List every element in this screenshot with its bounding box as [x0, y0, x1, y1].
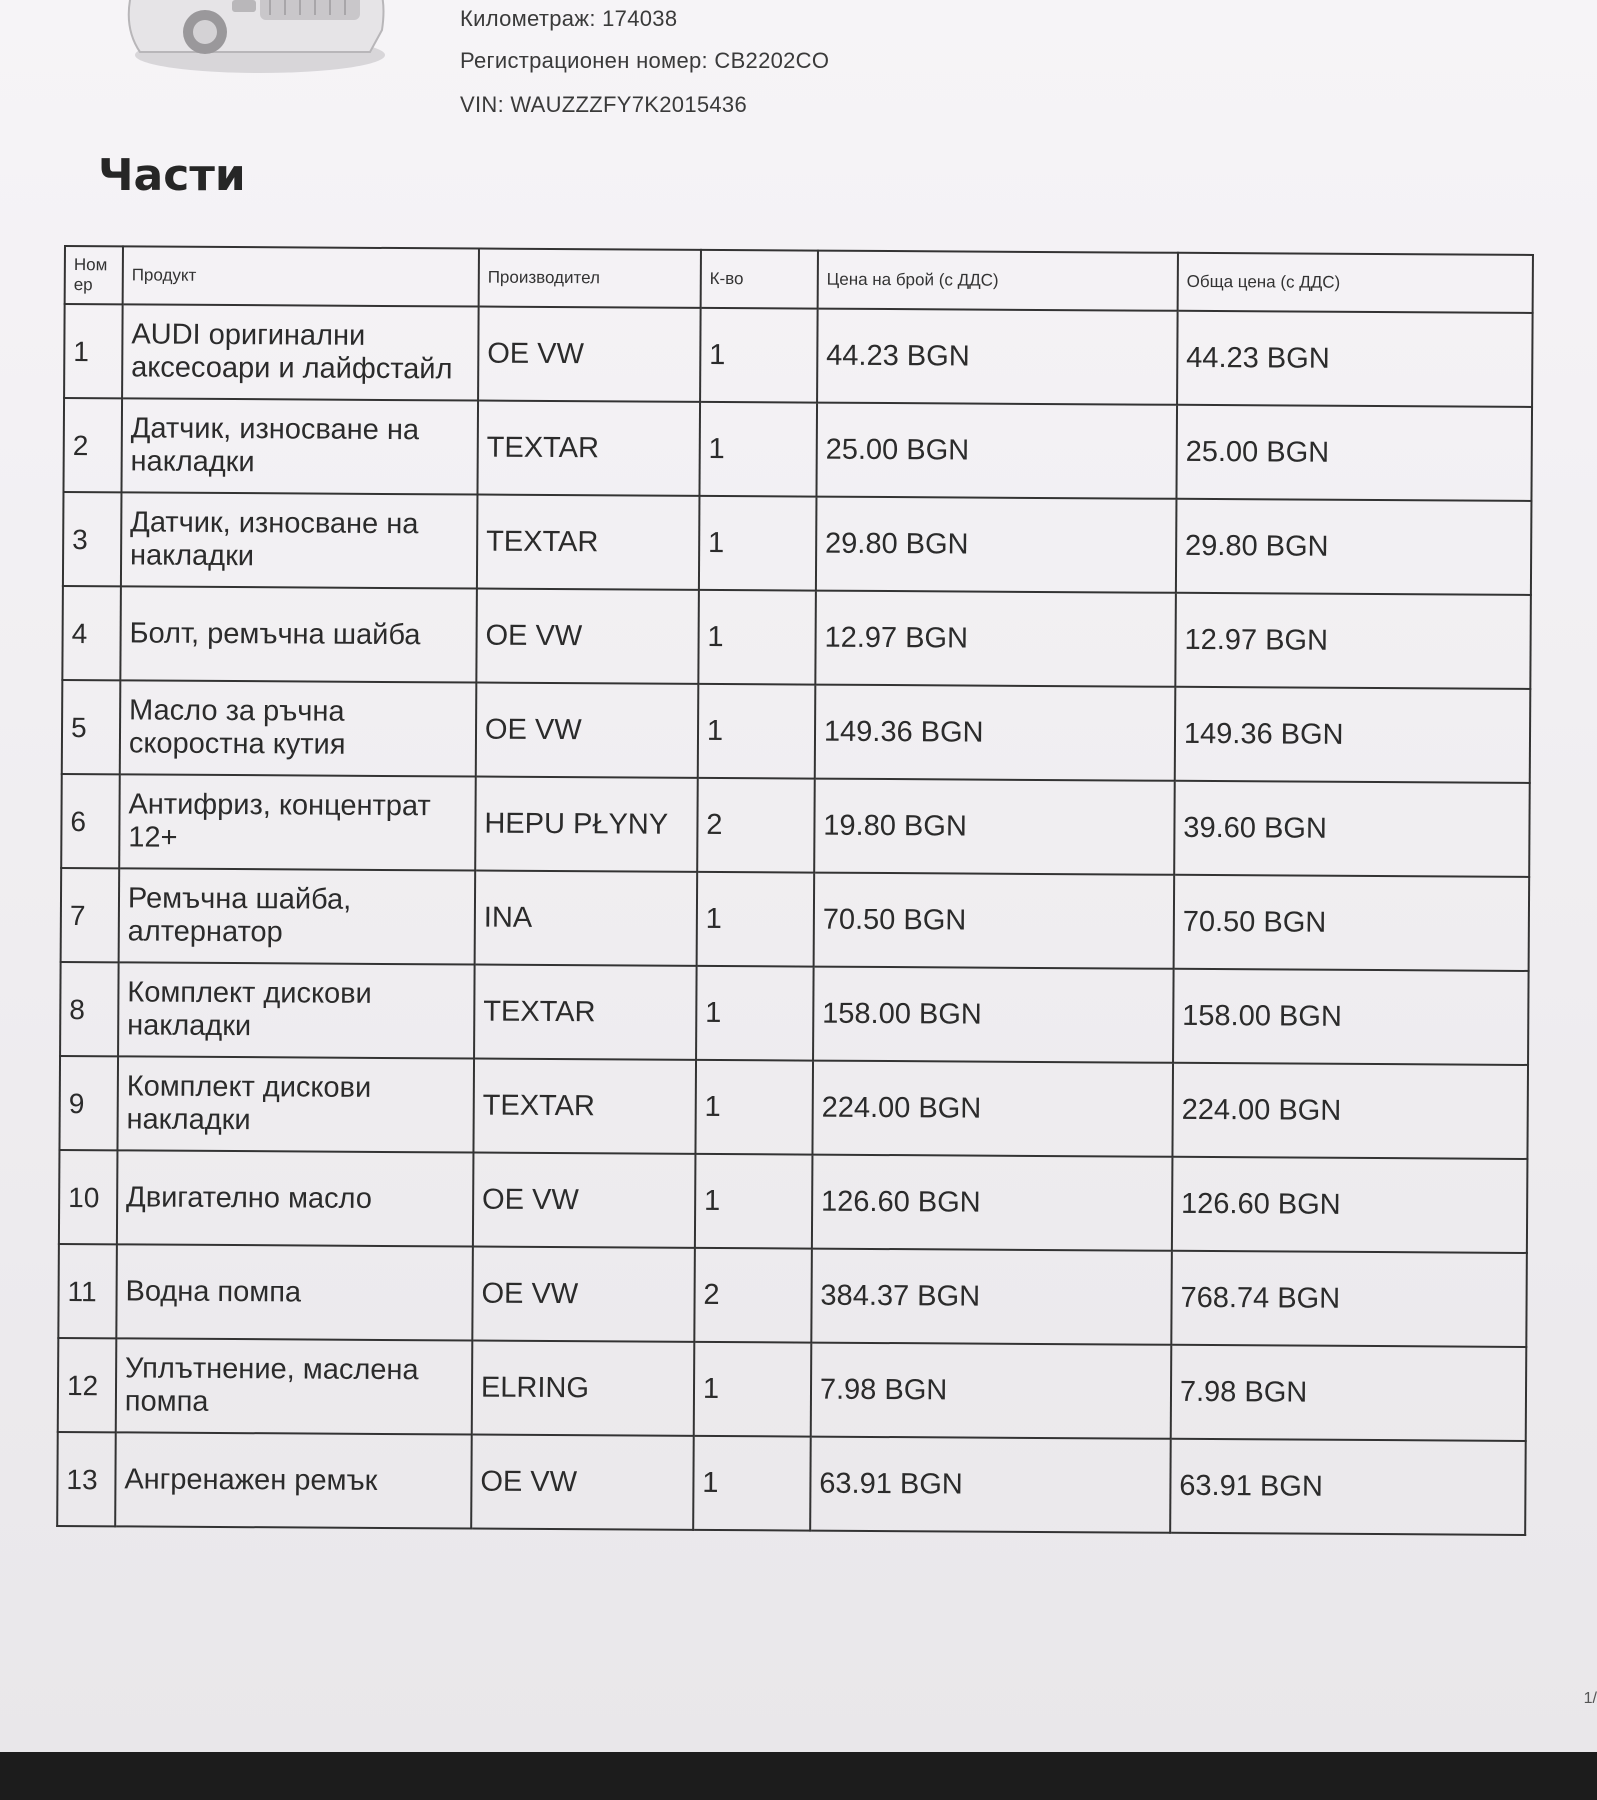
- table-row: [61, 774, 1530, 877]
- table-row: [63, 492, 1532, 595]
- cell-manufacturer: OE VW: [473, 1153, 695, 1248]
- cell-manufacturer: OE VW: [471, 1435, 693, 1530]
- cell-unit-price: 63.91 BGN: [810, 1437, 1171, 1533]
- table-row: [60, 962, 1529, 1065]
- cell-number: 13: [57, 1432, 115, 1526]
- cell-manufacturer: ELRING: [472, 1341, 694, 1436]
- table-row: [57, 1432, 1526, 1535]
- mileage-text: Километраж: 174038: [460, 6, 678, 31]
- table-row: [58, 1338, 1527, 1441]
- header-quantity: К-во: [700, 250, 817, 309]
- cell-unit-price: 384.37 BGN: [811, 1249, 1172, 1345]
- cell-product: Двигателно масло: [117, 1150, 474, 1246]
- cell-unit-price: 44.23 BGN: [817, 309, 1178, 405]
- cell-product: Комплект дискови накладки: [117, 1056, 474, 1152]
- cell-quantity: 2: [697, 778, 815, 873]
- cell-number: 4: [62, 586, 120, 680]
- table-row: [62, 586, 1531, 689]
- cell-total-price: 44.23 BGN: [1177, 311, 1533, 407]
- cell-product: Датчик, износване на накладки: [121, 492, 478, 588]
- cell-total-price: 25.00 BGN: [1176, 405, 1532, 501]
- cell-quantity: 1: [698, 684, 816, 779]
- cell-total-price: 39.60 BGN: [1174, 781, 1530, 877]
- table-row: [59, 1056, 1528, 1159]
- cell-product: Антифриз, концентрат 12+: [119, 774, 476, 870]
- cell-quantity: 1: [694, 1342, 812, 1437]
- cell-unit-price: 7.98 BGN: [811, 1343, 1172, 1439]
- cell-total-price: 70.50 BGN: [1174, 875, 1530, 971]
- table-header-row: [65, 246, 1533, 313]
- car-image: [120, 0, 390, 80]
- cell-total-price: 7.98 BGN: [1171, 1345, 1527, 1441]
- cell-quantity: 1: [699, 496, 817, 591]
- cell-total-price: 768.74 BGN: [1171, 1251, 1527, 1347]
- cell-quantity: 2: [694, 1248, 812, 1343]
- cell-unit-price: 29.80 BGN: [816, 497, 1177, 593]
- header-manufacturer: Производител: [479, 249, 701, 308]
- cell-unit-price: 149.36 BGN: [815, 685, 1176, 781]
- cell-unit-price: 19.80 BGN: [814, 779, 1175, 875]
- vin-text: VIN: WAUZZZFY7K2015436: [460, 92, 747, 117]
- cell-quantity: 1: [700, 308, 818, 403]
- cell-total-price: 224.00 BGN: [1172, 1063, 1528, 1159]
- cell-number: 8: [60, 962, 118, 1056]
- page-number: 1/: [1583, 1690, 1597, 1707]
- cell-number: 3: [63, 492, 121, 586]
- registration-text: Регистрационен номер: CB2202CO: [460, 48, 830, 73]
- cell-manufacturer: OE VW: [476, 589, 698, 684]
- cell-quantity: 1: [699, 402, 817, 497]
- cell-product: AUDI оригинални аксесоари и лайфстайл: [122, 304, 479, 400]
- cell-number: 12: [58, 1338, 116, 1432]
- cell-total-price: 126.60 BGN: [1172, 1157, 1528, 1253]
- parts-table: [56, 245, 1534, 1536]
- cell-unit-price: 25.00 BGN: [816, 403, 1177, 499]
- cell-unit-price: 224.00 BGN: [812, 1061, 1173, 1157]
- table-row: [61, 868, 1530, 971]
- cell-manufacturer: OE VW: [478, 307, 700, 402]
- table-row: [64, 304, 1533, 407]
- cell-number: 11: [58, 1244, 116, 1338]
- cell-product: Комплект дискови накладки: [118, 962, 475, 1058]
- section-title: Части: [98, 150, 246, 201]
- cell-quantity: 1: [695, 1154, 813, 1249]
- header-total-price: Обща цена (с ДДС): [1178, 253, 1533, 313]
- cell-number: 9: [59, 1056, 117, 1150]
- cell-manufacturer: OE VW: [476, 683, 698, 778]
- background-surface: [0, 1752, 1597, 1800]
- cell-manufacturer: OE VW: [472, 1247, 694, 1342]
- cell-total-price: 63.91 BGN: [1170, 1439, 1526, 1535]
- cell-product: Датчик, износване на накладки: [121, 398, 478, 494]
- cell-manufacturer: HEPU PŁYNY: [475, 777, 697, 872]
- cell-total-price: 12.97 BGN: [1175, 593, 1531, 689]
- cell-quantity: 1: [698, 590, 816, 685]
- cell-manufacturer: TEXTAR: [477, 495, 699, 590]
- cell-manufacturer: TEXTAR: [477, 401, 699, 496]
- cell-number: 10: [59, 1150, 117, 1244]
- header-product: Продукт: [123, 246, 479, 306]
- cell-product: Масло за ръчна скоростна кутия: [120, 680, 477, 776]
- cell-product: Ремъчна шайба, алтернатор: [119, 868, 476, 964]
- cell-product: Уплътнение, маслена помпа: [116, 1338, 473, 1434]
- table-row: [59, 1150, 1528, 1253]
- cell-quantity: 1: [693, 1436, 811, 1531]
- cell-total-price: 149.36 BGN: [1175, 687, 1531, 783]
- cell-quantity: 1: [696, 872, 814, 967]
- cell-unit-price: 158.00 BGN: [813, 967, 1174, 1063]
- cell-product: Ангренажен ремък: [115, 1432, 472, 1528]
- cell-number: 5: [62, 680, 120, 774]
- cell-total-price: 158.00 BGN: [1173, 969, 1529, 1065]
- table-row: [62, 680, 1531, 783]
- cell-quantity: 1: [695, 1060, 813, 1155]
- cell-manufacturer: INA: [475, 871, 697, 966]
- header-number: Ном ер: [65, 246, 123, 304]
- cell-quantity: 1: [696, 966, 814, 1061]
- table-row: [63, 398, 1532, 501]
- cell-unit-price: 70.50 BGN: [813, 873, 1174, 969]
- cell-unit-price: 12.97 BGN: [815, 591, 1176, 687]
- cell-number: 7: [61, 868, 119, 962]
- header-unit-price: Цена на брой (с ДДС): [818, 251, 1178, 311]
- cell-number: 6: [61, 774, 119, 868]
- cell-number: 1: [64, 304, 122, 398]
- table-row: [58, 1244, 1527, 1347]
- cell-product: Водна помпа: [116, 1244, 473, 1340]
- cell-number: 2: [63, 398, 121, 492]
- cell-manufacturer: TEXTAR: [474, 965, 696, 1060]
- cell-total-price: 29.80 BGN: [1176, 499, 1532, 595]
- cell-product: Болт, ремъчна шайба: [120, 586, 477, 682]
- cell-manufacturer: TEXTAR: [473, 1059, 695, 1154]
- cell-unit-price: 126.60 BGN: [812, 1155, 1173, 1251]
